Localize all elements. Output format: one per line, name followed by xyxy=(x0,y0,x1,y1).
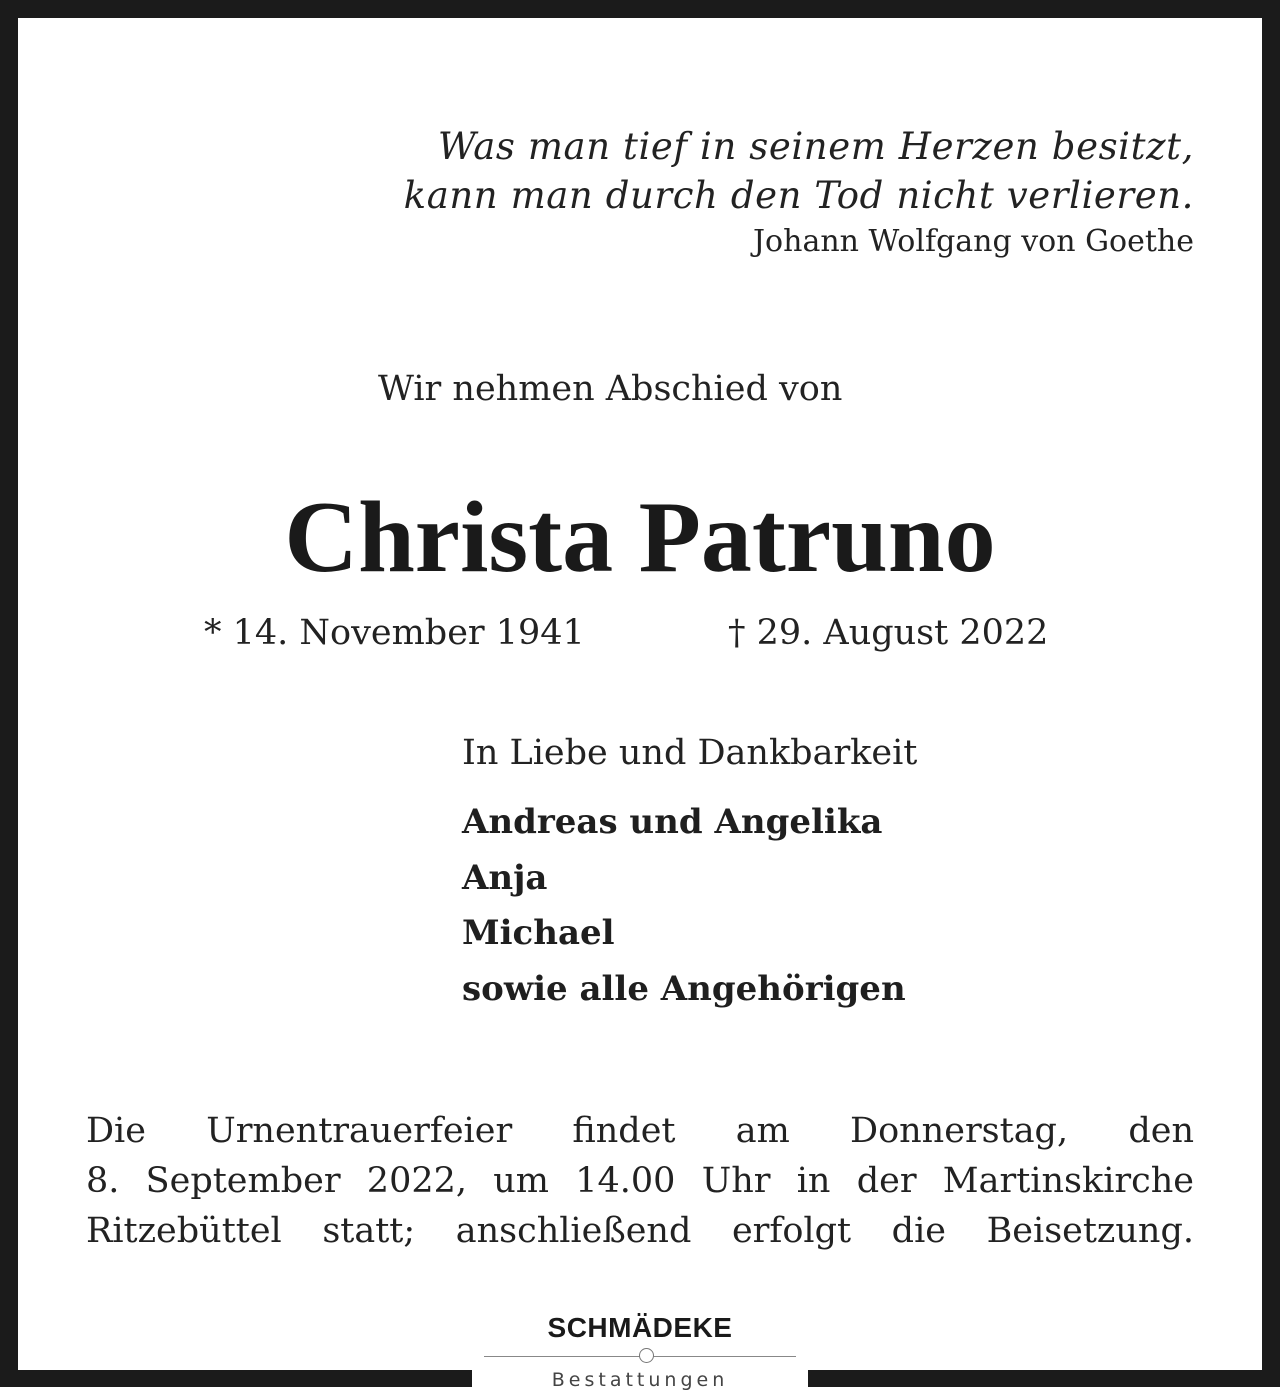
frame-right-border xyxy=(1262,0,1280,1387)
frame-top-border xyxy=(0,0,1280,18)
goethe-quote xyxy=(404,122,1194,264)
frame-bottom-border-left xyxy=(0,1370,472,1387)
farewell-intro: Wir nehmen Abschied von xyxy=(378,369,843,409)
frame-left-border xyxy=(0,0,18,1387)
mourner: Michael xyxy=(462,913,615,953)
logo-name: SCHMÄDEKE xyxy=(547,1312,733,1343)
closing-phrase: In Liebe und Dankbarkeit xyxy=(462,733,918,773)
ceremony-line: Die Urnentrauerfeier findet am Donnerstag, den xyxy=(86,1111,1194,1151)
mourners-list xyxy=(462,795,906,1017)
mourner: sowie alle Angehörigen xyxy=(462,968,906,1009)
mourner: Anja xyxy=(462,857,548,898)
mourner: Andreas und Angelika xyxy=(462,802,883,842)
funeral-home-logo xyxy=(472,1308,808,1399)
birth-date: * 14. November 1941 xyxy=(204,613,585,653)
ring-icon xyxy=(639,1348,654,1363)
quote-line: Was man tief in seinem Herzen besitzt, xyxy=(437,125,1194,168)
ceremony-line: 8. September 2022, um 14.00 Uhr in der Martinskirche xyxy=(86,1161,1194,1201)
logo-subtitle: Bestattungen xyxy=(551,1369,729,1391)
logo-divider xyxy=(484,1348,796,1366)
deceased-name: Christa Patruno xyxy=(284,481,996,594)
frame-bottom-border-right xyxy=(808,1370,1280,1387)
quote-author: Johann Wolfgang von Goethe xyxy=(753,224,1194,259)
ceremony-notice xyxy=(86,1106,1194,1256)
ceremony-line: Ritzebüttel statt; anschließend erfolgt die Beisetzung. xyxy=(86,1211,1194,1251)
death-date: † 29. August 2022 xyxy=(728,613,1049,653)
quote-line: kann man durch den Tod nicht verlieren. xyxy=(403,174,1194,217)
